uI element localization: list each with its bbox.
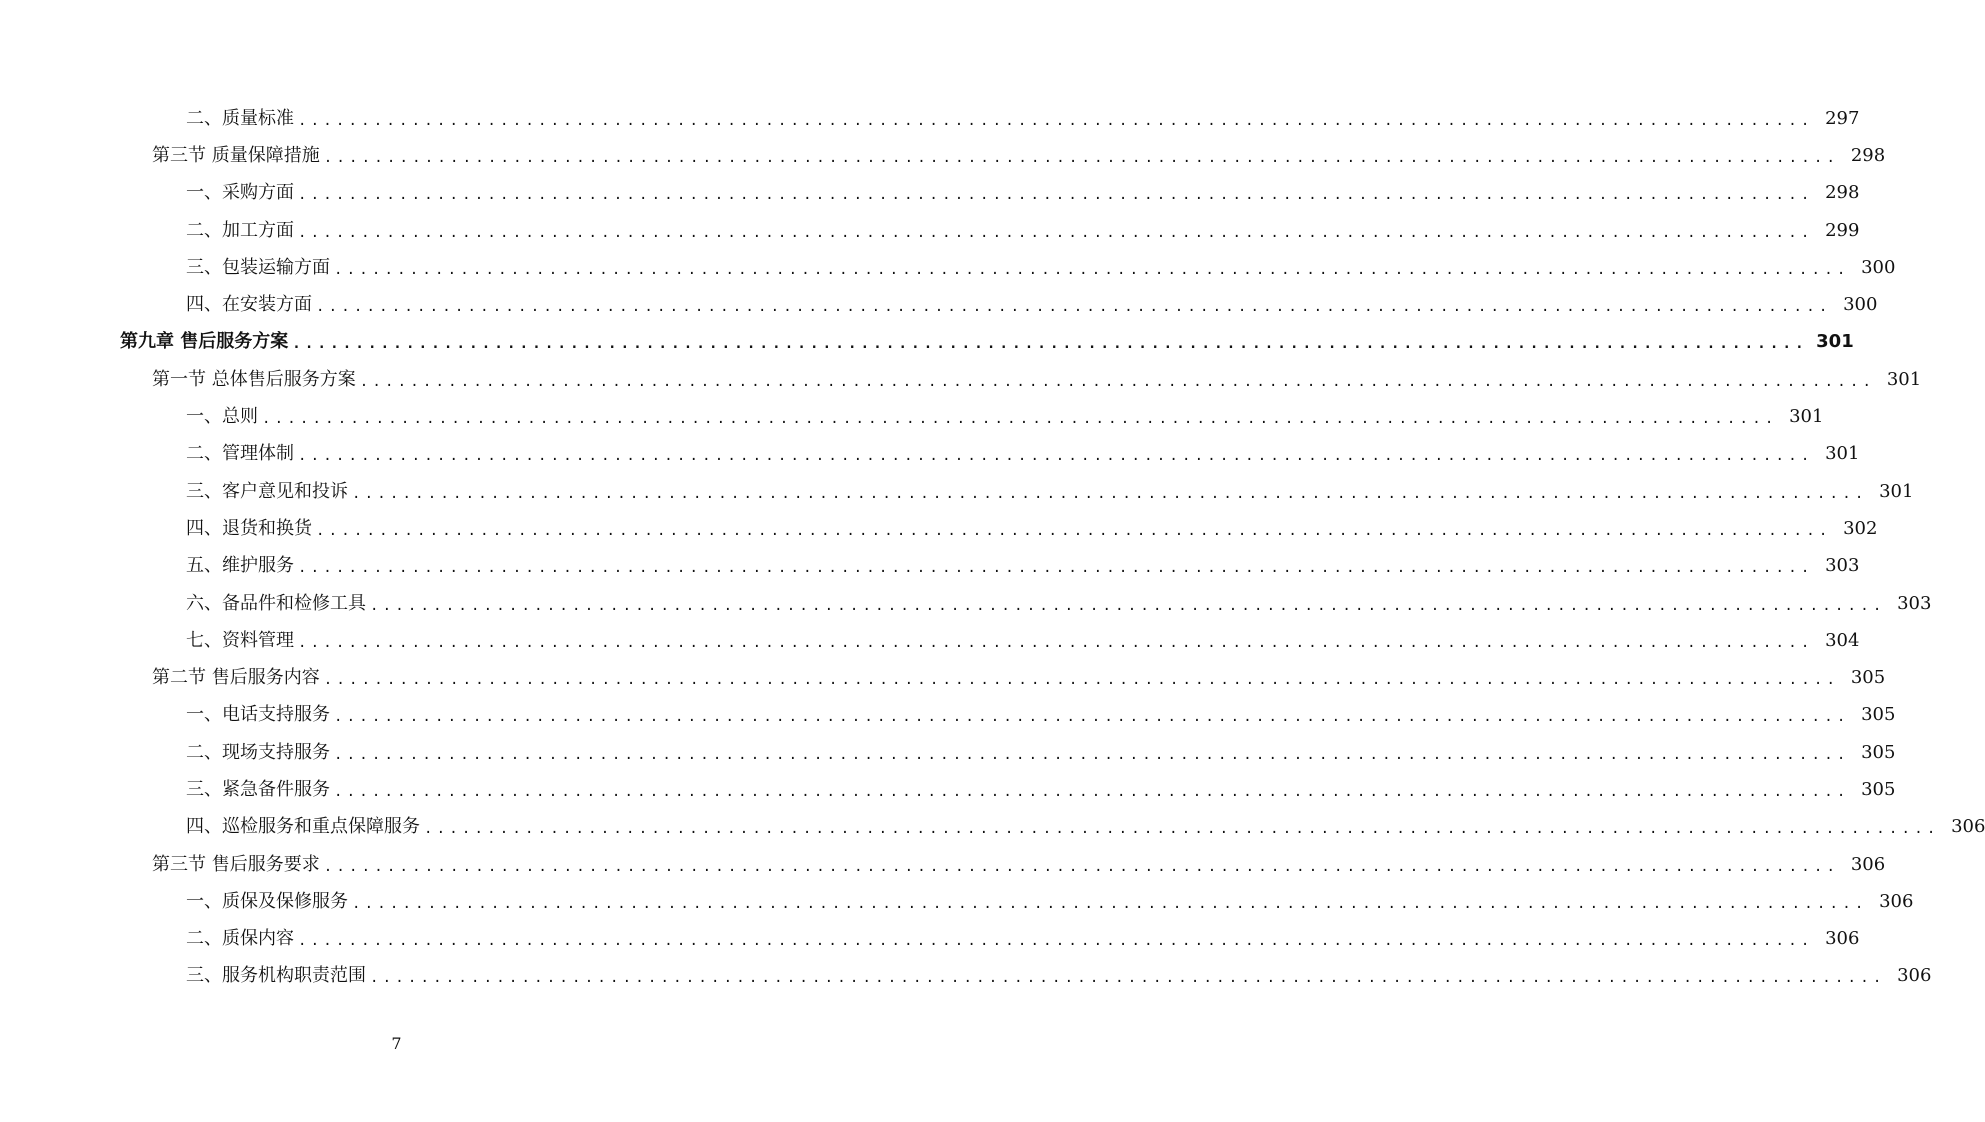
toc-dot-leader: ........................................................................................................................ [334, 709, 1850, 726]
toc-subsection-entry[interactable] [0, 249, 1896, 286]
toc-entry-page: 306 [1897, 965, 1932, 987]
toc-subsection-entry[interactable] [0, 622, 1860, 659]
toc-entry-title: 一、总则 [186, 406, 258, 428]
toc-entry-title: 二、现场支持服务 [186, 741, 330, 763]
toc-entry-title: 三、紧急备件服务 [186, 778, 330, 800]
toc-entry-page: 306 [1825, 928, 1860, 950]
toc-entry-title: 六、备品件和检修工具 [186, 592, 366, 614]
toc-subsection-entry[interactable] [0, 734, 1896, 771]
toc-entry-title: 第一节 总体售后服务方案 [152, 368, 356, 390]
toc-entry-title: 一、质保及保修服务 [186, 890, 348, 912]
toc-entry-page: 304 [1825, 629, 1860, 651]
toc-dot-leader: ........................................................................................................................ [424, 821, 1940, 838]
toc-entry-page: 305 [1850, 667, 1886, 689]
toc-dot-leader: ........................................................................................................................ [298, 187, 1814, 204]
toc-entry-page: 297 [1825, 107, 1860, 129]
toc-subsection-entry[interactable] [0, 771, 1896, 808]
toc-entry-page: 298 [1825, 182, 1860, 204]
toc-entry-page: 300 [1843, 294, 1878, 316]
table-of-contents [0, 100, 1985, 995]
page-number: 7 [391, 1034, 402, 1053]
toc-dot-leader: ........................................................................................................................ [352, 485, 1868, 502]
toc-dot-leader: ........................................................................................................................ [334, 783, 1850, 800]
toc-entry-page: 301 [1825, 443, 1860, 465]
toc-entry-title: 五、维护服务 [186, 555, 294, 577]
toc-subsection-entry[interactable] [0, 697, 1896, 734]
toc-entry-title: 三、服务机构职责范围 [186, 965, 366, 987]
toc-entry-page: 303 [1897, 592, 1932, 614]
toc-entry-page: 305 [1861, 778, 1896, 800]
toc-dot-leader: ........................................................................................................................ [370, 597, 1886, 614]
toc-entry-title: 第二节 售后服务内容 [152, 667, 320, 689]
toc-entry-title: 第三节 质量保障措施 [152, 144, 320, 166]
toc-dot-leader: ........................................................................................................................ [298, 112, 1814, 129]
toc-dot-leader: ........................................................................................................................ [316, 522, 1832, 539]
toc-entry-title: 第三节 售后服务要求 [152, 853, 320, 875]
toc-dot-leader: ........................................................................................................................ [323, 149, 1840, 166]
toc-entry-title: 二、质保内容 [186, 928, 294, 950]
toc-section-entry[interactable] [0, 137, 1886, 174]
toc-entry-page: 305 [1861, 741, 1896, 763]
toc-entry-page: 305 [1861, 704, 1896, 726]
toc-entry-page: 301 [1789, 406, 1824, 428]
toc-dot-leader: ........................................................................................................................ [298, 560, 1814, 577]
toc-entry-page: 306 [1850, 853, 1886, 875]
toc-subsection-entry[interactable] [0, 921, 1860, 958]
toc-subsection-entry[interactable] [0, 212, 1860, 249]
toc-entry-title: 第九章 售后服务方案 [120, 331, 289, 353]
toc-subsection-entry[interactable] [0, 585, 1932, 622]
toc-dot-leader: ........................................................................................................................ [298, 933, 1814, 950]
toc-subsection-entry[interactable] [0, 548, 1860, 585]
toc-entry-title: 二、管理体制 [186, 443, 294, 465]
toc-subsection-entry[interactable] [0, 175, 1860, 212]
toc-dot-leader: ........................................................................................................................ [292, 336, 1808, 353]
toc-dot-leader: ........................................................................................................................ [323, 672, 1840, 689]
toc-dot-leader: ........................................................................................................................ [352, 895, 1868, 912]
toc-subsection-entry[interactable] [0, 883, 1914, 920]
toc-entry-page: 301 [1886, 368, 1922, 390]
toc-entry-page: 299 [1825, 219, 1860, 241]
toc-entry-title: 三、包装运输方面 [186, 256, 330, 278]
toc-dot-leader: ........................................................................................................................ [298, 634, 1814, 651]
toc-entry-title: 二、质量标准 [186, 107, 294, 129]
toc-entry-title: 四、退货和换货 [186, 517, 312, 539]
toc-entry-title: 四、在安装方面 [186, 294, 312, 316]
toc-entry-page: 302 [1843, 517, 1878, 539]
toc-dot-leader: ........................................................................................................................ [298, 224, 1814, 241]
toc-subsection-entry[interactable] [0, 510, 1878, 547]
toc-subsection-entry[interactable] [0, 286, 1878, 323]
toc-entry-page: 303 [1825, 555, 1860, 577]
toc-entry-title: 一、采购方面 [186, 182, 294, 204]
toc-dot-leader: ........................................................................................................................ [334, 261, 1850, 278]
toc-dot-leader: ........................................................................................................................ [316, 299, 1832, 316]
toc-entry-page: 300 [1861, 256, 1896, 278]
toc-section-entry[interactable] [0, 846, 1886, 883]
toc-dot-leader: ........................................................................................................................ [334, 746, 1850, 763]
toc-subsection-entry[interactable] [0, 398, 1824, 435]
toc-entry-page: 306 [1951, 816, 1985, 838]
toc-entry-title: 一、电话支持服务 [186, 704, 330, 726]
toc-entry-page: 301 [1879, 480, 1914, 502]
toc-entry-page: 298 [1850, 144, 1886, 166]
toc-entry-title: 四、巡检服务和重点保障服务 [186, 816, 420, 838]
toc-entry-title: 三、客户意见和投诉 [186, 480, 348, 502]
toc-dot-leader: ........................................................................................................................ [370, 970, 1886, 987]
toc-subsection-entry[interactable] [0, 436, 1860, 473]
toc-chapter-entry[interactable] [0, 324, 1854, 361]
toc-dot-leader: ........................................................................................................................ [298, 448, 1814, 465]
toc-dot-leader: ........................................................................................................................ [262, 411, 1778, 428]
toc-entry-title: 二、加工方面 [186, 219, 294, 241]
toc-entry-title: 七、资料管理 [186, 629, 294, 651]
toc-subsection-entry[interactable] [0, 809, 1985, 846]
toc-entry-page: 301 [1816, 331, 1854, 353]
toc-section-entry[interactable] [0, 659, 1886, 696]
toc-dot-leader: ........................................................................................................................ [359, 373, 1876, 390]
toc-subsection-entry[interactable] [0, 100, 1860, 137]
toc-dot-leader: ........................................................................................................................ [323, 858, 1840, 875]
toc-section-entry[interactable] [0, 361, 1922, 398]
toc-subsection-entry[interactable] [0, 958, 1932, 995]
toc-entry-page: 306 [1879, 890, 1914, 912]
toc-subsection-entry[interactable] [0, 473, 1914, 510]
